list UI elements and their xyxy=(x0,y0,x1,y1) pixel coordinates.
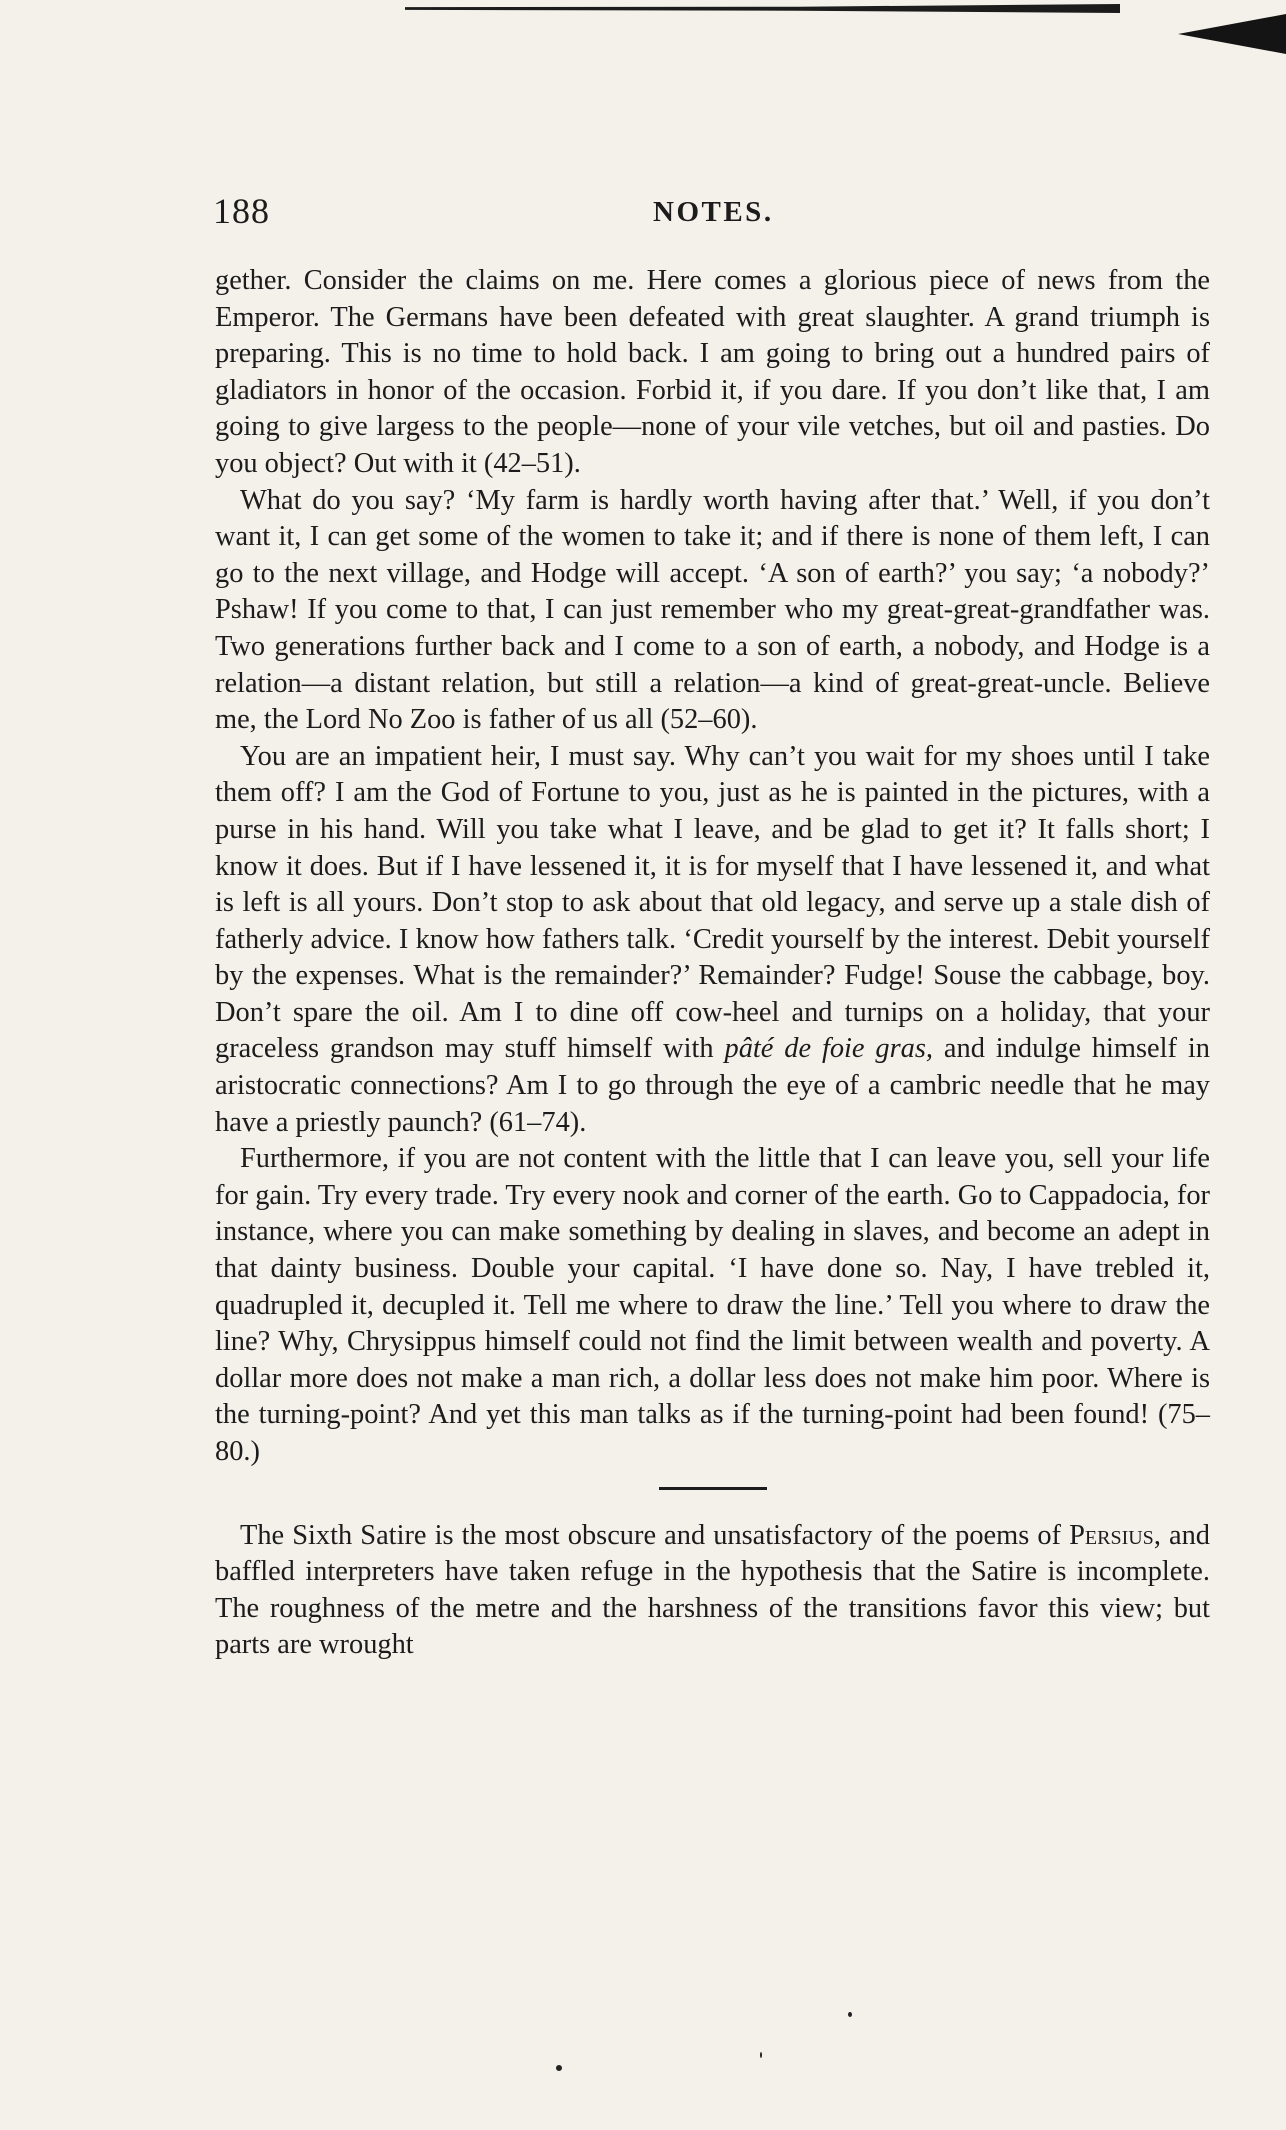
paragraph-farm: What do you say? ‘My farm is hardly worth having after that.’ Well, if you don’t want it, I can get some of the women to take it; and if there is none of them left, I can go to the next village, and Hodge will accept. ‘A son of earth?’ you say; ‘a nobody?’ Pshaw! If you come to that, I can just remember who my great-great-grandfather was. Two generations further back and I come to a son of earth, a nobody, and Hodge is a relation—a distant relation, but still a relation—a kind of great-great-uncle. Believe me, the Lord No Zoo is father of us all (52–60). xyxy=(215,484,1210,736)
scan-speck xyxy=(848,2012,852,2017)
sixth-satire-intro: The Sixth Satire is the most obscure and unsatisfactory of the poems of xyxy=(240,1519,1061,1551)
paragraph-trade: Furthermore, if you are not content with the little that I can leave you, sell your life for gain. Try every trade. Try every nook and corner of the earth. Go to Cappadocia, for instance, where you can make something by dealing in slaves, and become an adept in that dainty business. Double your capital. ‘I have done so. Nay, I have trebled it, quadrupled it, decupled it. Tell me where to draw the line.’ Tell you where to draw the line? Why, Chrysippus himself could not find the limit between wealth and poverty. A dollar more does not make a man rich, a dollar less does not make him poor. Where is the turning-point? And yet this man talks as if the turning-point had been found! (75–80.) xyxy=(215,1143,1210,1467)
page-number: 188 xyxy=(213,191,270,231)
section-divider xyxy=(659,1487,767,1490)
paragraph-heir xyxy=(215,739,1210,1142)
paragraph-continuation: gether. Consider the claims on me. Here comes a glorious piece of news from the Emperor. The Germans have been defeated with great slaughter. A grand triumph is preparing. This is no time to hold back. I am going to bring out a hundred pairs of gladiators in honor of the occasion. Forbid it, if you dare. If you don’t like that, I am going to give largess to the people—none of your vile vetches, but oil and pasties. Do you object? Out with it (42–51). xyxy=(215,265,1210,479)
scan-speck xyxy=(556,2065,562,2071)
running-head xyxy=(213,190,1213,240)
sixth-satire-rest: , and baffled interpreters have taken refuge in the hypothesis that the Satire is incomplete. The roughness of the metre and the harshness of the transitions favor this view; but parts are wrought xyxy=(215,1519,1211,1661)
scan-speck xyxy=(760,2052,762,2058)
paragraph-heir-text: You are an impatient heir, I must say. Why can’t you wait for my shoes until I take them off? I am the God of Fortune to you, just as he is painted in the pictures, with a purse in his hand. Will you take what I leave, and be glad to get it? It falls short; I know it does. But if I have lessened it, it is for myself that I have lessened it, and what is left is all yours. Don’t stop to ask about that old legacy, and serve up a stale dish of fatherly advice. I know how fathers talk. ‘Credit yourself by the interest. Debit yourself by the expenses. What is the remainder?’ Remainder? Fudge! Souse the cabbage, boy. Don’t spare the oil. Am I to dine off cow-heel and turnips on a holiday, that your graceless grandson may stuff himself with xyxy=(215,740,1210,1065)
paragraph-sixth-satire xyxy=(215,1518,1210,1664)
section-title: NOTES. xyxy=(653,196,774,228)
notes-text-column xyxy=(215,263,1210,1664)
scan-edge-rule xyxy=(405,4,1120,13)
author-name: Persius xyxy=(1069,1519,1154,1551)
paragraph-heir-tail: and indulge himself in aristocratic connections? Am I to go through the eye of a cambric needle that he may have a priestly paunch? (61–74). xyxy=(215,1033,1210,1138)
scan-margin-arrow-icon xyxy=(1178,14,1286,54)
italic-phrase: pâté de foie gras, xyxy=(724,1033,934,1065)
